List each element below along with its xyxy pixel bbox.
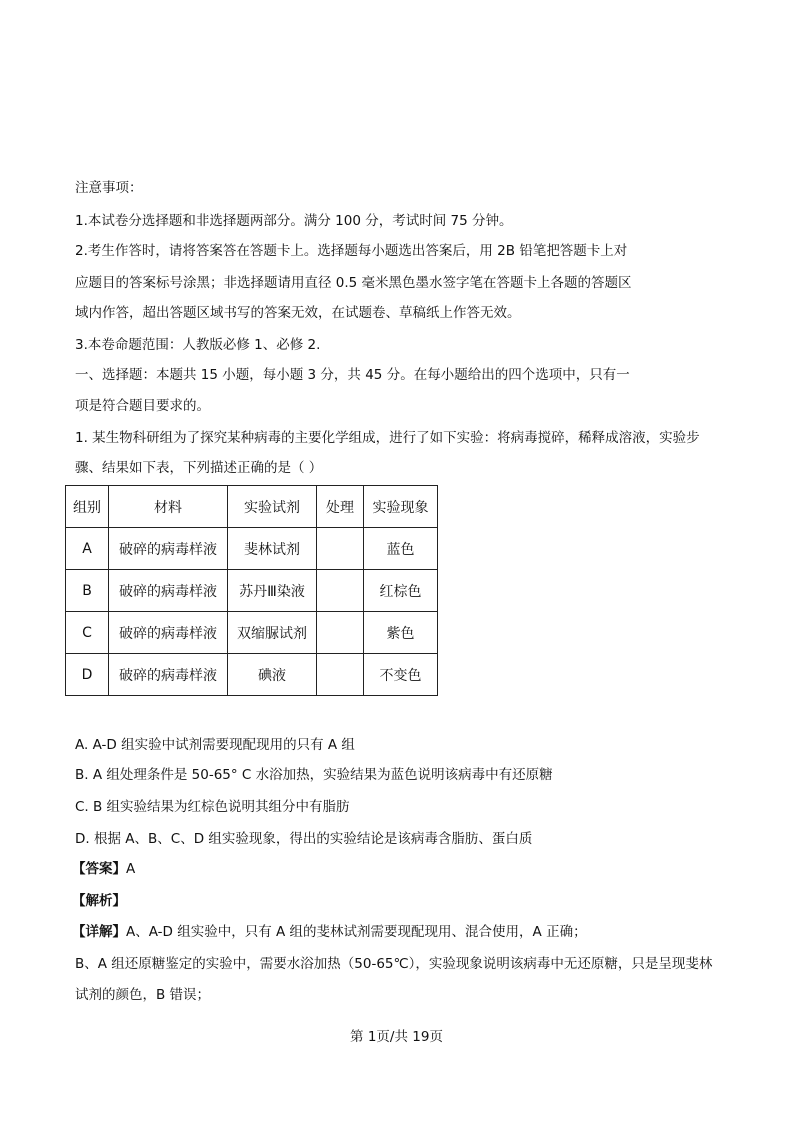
analysis-line (72, 893, 126, 909)
table-row (66, 570, 438, 612)
table-cell: C (66, 612, 109, 654)
header-reagent: 实验试剂 (228, 486, 317, 528)
table-row (66, 528, 438, 570)
analysis-label: 【解析】 (72, 893, 126, 909)
header-group: 组别 (66, 486, 109, 528)
experiment-table (65, 485, 438, 696)
question-1-line-2: 骤、结果如下表，下列描述正确的是（ ） (75, 460, 323, 476)
table-cell: 蓝色 (364, 528, 438, 570)
notice-item-1 (75, 213, 513, 229)
table-cell: 斐林试剂 (228, 528, 317, 570)
detail-text-1: A、A-D 组实验中，只有 A 组的斐林试剂需要现配现用、混合使用，A 正确； (126, 924, 587, 940)
table-cell: D (66, 654, 109, 696)
question-1-line-1: 1. 某生物科研组为了探究某种病毒的主要化学组成，进行了如下实验：将病毒搅碎，稀释成溶液，实验步 (75, 430, 700, 446)
notice-item-2-line-1: 2.考生作答时，请将答案答在答题卡上。选择题每小题选出答案后，用 2B 铅笔把答题卡上对 (75, 243, 628, 259)
header-treatment: 处理 (317, 486, 364, 528)
notice-item-3: 3.本卷命题范围：人教版必修 1、必修 2. (75, 337, 321, 353)
table-cell: 破碎的病毒样液 (109, 654, 228, 696)
table-cell: 破碎的病毒样液 (109, 570, 228, 612)
notice-title: 注意事项： (75, 180, 143, 196)
table-cell: 双缩脲试剂 (228, 612, 317, 654)
answer-line (72, 861, 135, 877)
table-header-row (66, 486, 438, 528)
table-cell (317, 654, 364, 696)
header-material: 材料 (109, 486, 228, 528)
answer-label: 【答案】 (72, 861, 126, 877)
option-d: D. 根据 A、B、C、D 组实验现象，得出的实验结论是该病毒含脂肪、蛋白质 (75, 831, 533, 847)
table-row (66, 612, 438, 654)
detail-line-1 (72, 924, 587, 940)
table-cell: 苏丹Ⅲ染液 (228, 570, 317, 612)
table-cell (317, 528, 364, 570)
table-cell: 碘液 (228, 654, 317, 696)
header-phenomenon: 实验现象 (364, 486, 438, 528)
table-cell: A (66, 528, 109, 570)
table-cell: 破碎的病毒样液 (109, 612, 228, 654)
table-cell: B (66, 570, 109, 612)
page-footer: 第 1页/共 19页 (350, 1029, 443, 1045)
table-cell (317, 612, 364, 654)
notice-item-1-text: 1.本试卷分选择题和非选择题两部分。满分 100 分，考试时间 75 分钟。 (75, 213, 513, 229)
option-c: C. B 组实验结果为红棕色说明其组分中有脂肪 (75, 799, 350, 815)
table-cell (317, 570, 364, 612)
detail-label: 【详解】 (72, 924, 126, 940)
table-cell: 破碎的病毒样液 (109, 528, 228, 570)
table-cell: 红棕色 (364, 570, 438, 612)
option-b: B. A 组处理条件是 50-65° C 水浴加热，实验结果为蓝色说明该病毒中有还原糖 (75, 767, 553, 783)
option-a: A. A-D 组实验中试剂需要现配现用的只有 A 组 (75, 737, 355, 753)
table-cell: 紫色 (364, 612, 438, 654)
detail-line-3: 试剂的颜色，B 错误； (75, 987, 211, 1003)
table-row (66, 654, 438, 696)
notice-item-2-line-2: 应题目的答案标号涂黑；非选择题请用直径 0.5 毫米黑色墨水签字笔在答题卡上各题的答题区 (75, 275, 632, 291)
detail-line-2: B、A 组还原糖鉴定的实验中，需要水浴加热（50-65℃），实验现象说明该病毒中无还原糖，只是呈现斐林 (75, 956, 713, 972)
answer-value: A (126, 861, 136, 877)
section-heading-line-2: 项是符合题目要求的。 (75, 398, 210, 414)
section-heading-line-1: 一、选择题：本题共 15 小题，每小题 3 分，共 45 分。在每小题给出的四个选项中，只有一 (75, 367, 630, 383)
notice-item-2-line-3: 域内作答，超出答题区域书写的答案无效，在试题卷、草稿纸上作答无效。 (75, 305, 521, 321)
table-cell: 不变色 (364, 654, 438, 696)
